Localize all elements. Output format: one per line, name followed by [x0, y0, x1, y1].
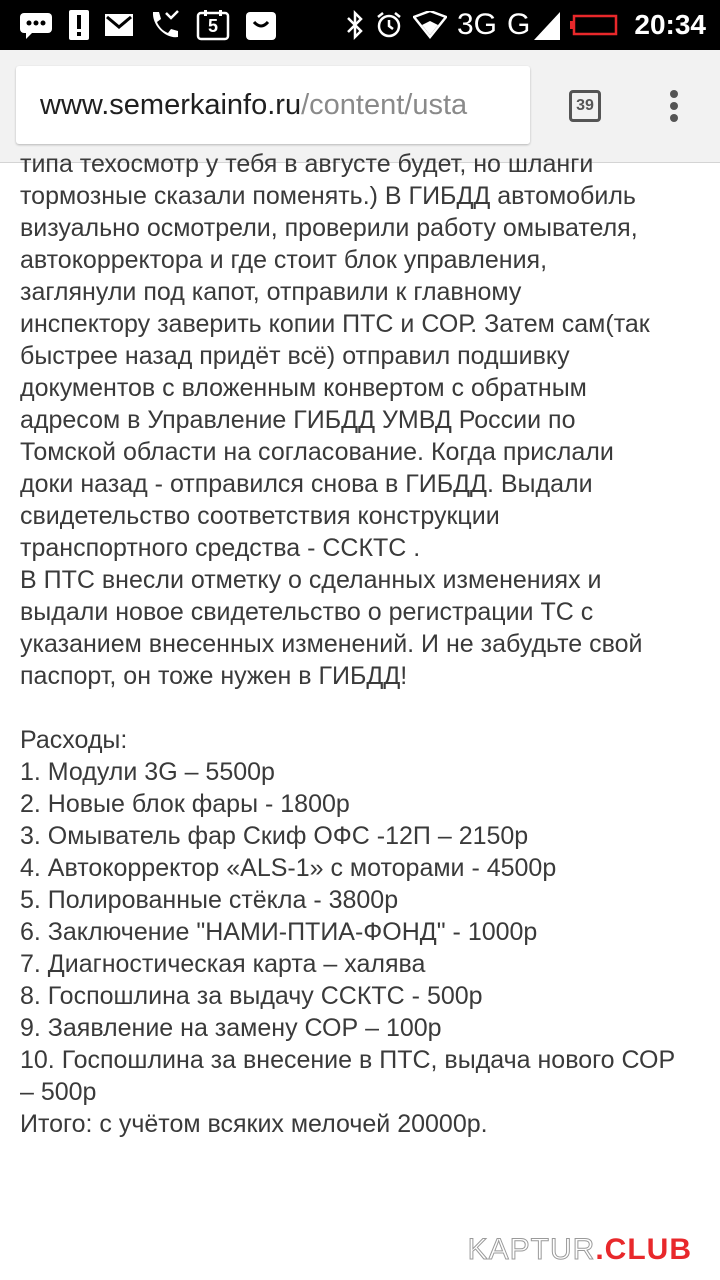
url-text[interactable]: [40, 86, 467, 124]
text-line: доки назад - отправился снова в ГИБДД. Выдали: [20, 470, 593, 498]
url-bar[interactable]: [16, 66, 530, 144]
text-line: тормозные сказали поменять.) В ГИБДД автомобиль: [20, 182, 636, 210]
text-line: выдали новое свидетельство о регистрации ТС с: [20, 598, 594, 626]
text-line: автокорректора и где стоит блок управления,: [20, 246, 548, 274]
missed-call-icon: [148, 9, 182, 41]
watermark-club: .CLUB: [595, 1233, 692, 1266]
article-content: [20, 148, 710, 1140]
url-host: www.semerkainfo.ru: [40, 89, 302, 121]
messages-icon: [18, 11, 54, 39]
clock: 20:34: [634, 9, 706, 40]
expenses-title: Расходы:: [20, 726, 128, 754]
expenses-list: [20, 756, 710, 1108]
signal-icon: [507, 6, 560, 44]
expense-item: 8. Госпошлина за выдачу ССКТС - 500р: [20, 982, 483, 1010]
alert-icon: [68, 9, 90, 41]
total-line: Итого: с учётом всяких мелочей 20000р.: [20, 1110, 488, 1138]
browser-toolbar: [0, 50, 720, 163]
text-line: паспорт, он тоже нужен в ГИБДД!: [20, 662, 408, 690]
calendar-icon: [196, 9, 230, 41]
status-bar: [0, 0, 720, 50]
expense-item: 7. Диагностическая карта – халява: [20, 950, 426, 978]
url-fade: [490, 66, 530, 144]
network-g-label: G: [507, 8, 531, 41]
network-3g-label: 3G: [457, 8, 498, 41]
expense-item: 10. Госпошлина за внесение в ПТС, выдача нового СОР: [20, 1046, 676, 1074]
watermark-kaptur: KAPTUR: [467, 1233, 596, 1266]
expense-item: 9. Заявление на замену СОР – 100р: [20, 1014, 442, 1042]
text-line: транспортного средства - ССКТС .: [20, 534, 421, 562]
url-path: /content/usta: [301, 89, 468, 121]
expense-item: 4. Автокорректор «ALS-1» с моторами - 4500р: [20, 854, 557, 882]
more-vert-icon: [654, 86, 694, 126]
battery-low-icon: [570, 13, 618, 37]
system-icons: [345, 6, 706, 44]
tab-count: 39: [576, 97, 594, 114]
alarm-icon: [375, 11, 403, 39]
calendar-day: 5: [207, 16, 218, 36]
email-icon: [104, 13, 134, 37]
watermark-logo: [468, 1228, 692, 1272]
bluetooth-icon: [345, 9, 365, 41]
expense-item: 3. Омыватель фар Скиф ОФС -12П – 2150р: [20, 822, 529, 850]
text-line: указанием внесенных изменений. И не забудьте свой: [20, 630, 643, 658]
text-line: документов с вложенным конвертом с обратным: [20, 374, 587, 402]
tab-switcher-button[interactable]: [569, 90, 601, 122]
text-line: Томской области на согласование. Когда прислали: [20, 438, 614, 466]
text-line: свидетельство соответствия конструкции: [20, 502, 500, 530]
text-line: типа техосмотр у тебя в августе будет, но шланги: [20, 150, 594, 178]
text-line: В ПТС внесли отметку о сделанных изменениях и: [20, 566, 602, 594]
expense-item: 6. Заключение "НАМИ-ПТИА-ФОНД" - 1000р: [20, 918, 538, 946]
expense-item: – 500р: [20, 1078, 97, 1106]
expense-item: 2. Новые блок фары - 1800р: [20, 790, 350, 818]
expense-item: 5. Полированные стёкла - 3800р: [20, 886, 399, 914]
overflow-menu-button[interactable]: [654, 86, 694, 126]
expense-item: 1. Модули 3G – 5500р: [20, 758, 275, 786]
shopping-bag-icon: [244, 8, 278, 42]
spacer: [20, 692, 710, 724]
text-line: заглянули под капот, отправили к главному: [20, 278, 522, 306]
text-line: визуально осмотрели, проверили работу омывателя,: [20, 214, 638, 242]
article-paragraph: [20, 148, 710, 692]
text-line: адресом в Управление ГИБДД УМВД России по: [20, 406, 576, 434]
notification-icons: [18, 6, 278, 44]
text-line: быстрее назад придёт всё) отправил подшивку: [20, 342, 570, 370]
wifi-icon: [413, 11, 447, 39]
text-line: инспектору заверить копии ПТС и СОР. Затем сам(так: [20, 310, 650, 338]
